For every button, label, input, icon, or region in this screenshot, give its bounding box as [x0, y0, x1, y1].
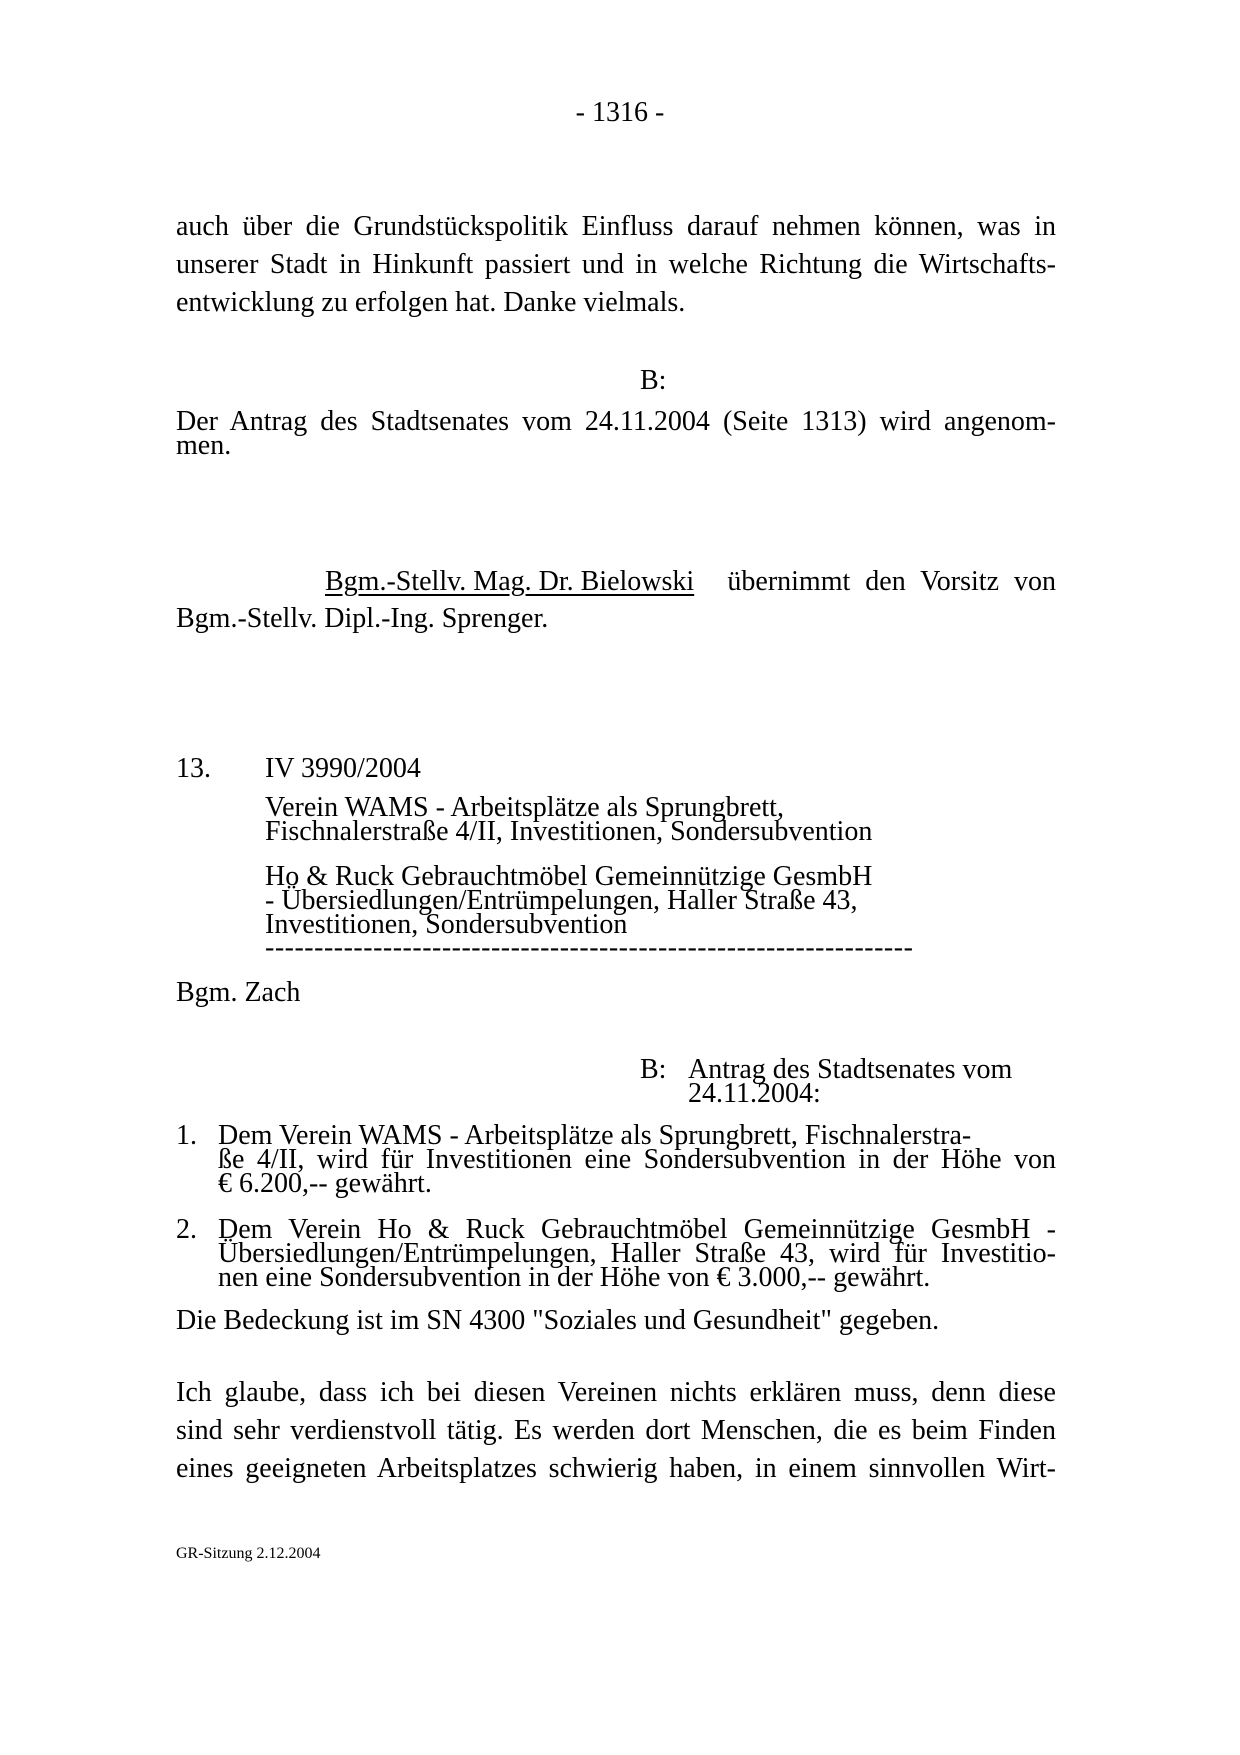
item-file-number: IV 3990/2004 [265, 753, 421, 784]
page-number: - 1316 - [575, 97, 665, 128]
intro-line-3: entwicklung zu erfolgen hat. Danke vielmals. [176, 287, 686, 318]
item-subject-2-line-1: Ho & Ruck Gebrauchtmöbel Gemeinnützige GesmbH [265, 861, 873, 892]
decision2-point-1-line-1: Dem Verein WAMS - Arbeitsplätze als Sprungbrett, Fischnalerstra- [218, 1120, 972, 1151]
chair-person-name: Bgm.-Stellv. Mag. Dr. Bielowski [325, 566, 695, 597]
footer-session-info: GR-Sitzung 2.12.2004 [176, 1545, 321, 1562]
item-number: 13. [176, 753, 211, 784]
intro-line-2: unserer Stadt in Hinkunft passiert und in welche Richtung die Wirtschafts- [176, 249, 1056, 280]
decision-text-line-2: men. [176, 430, 232, 461]
closing-line-2: sind sehr verdienstvoll tätig. Es werden dort Menschen, die es beim Finden [176, 1415, 1056, 1446]
item-separator: ------------------------------------------------------------------ [265, 932, 914, 963]
decision2-heading-line-2: 24.11.2004: [688, 1078, 821, 1109]
chair-change-line-2: Bgm.-Stellv. Dipl.-Ing. Sprenger. [176, 603, 549, 634]
chair-change-line-1 [325, 563, 1056, 601]
item-reporter: Bgm. Zach [176, 977, 301, 1008]
decision2-point-1-line-3: € 6.200,-- gewährt. [218, 1168, 432, 1199]
item-subject-2-line-3: Investitionen, Sondersubvention [265, 909, 628, 940]
chair-change-text: übernimmt den Vorsitz von [727, 566, 1056, 597]
item-subject-2-line-2: - Übersiedlungen/Entrümpelungen, Haller Straße 43, [265, 885, 858, 916]
decision-label: B: [640, 365, 667, 396]
decision2-label: B: [640, 1054, 667, 1085]
decision2-heading-line-1: Antrag des Stadtsenates vom [688, 1054, 1013, 1085]
decision2-point-2-number: 2. [176, 1214, 197, 1245]
closing-line-1: Ich glaube, dass ich bei diesen Vereinen nichts erklären muss, denn diese [176, 1377, 1056, 1408]
intro-line-1: auch über die Grundstückspolitik Einfluss darauf nehmen können, was in [176, 211, 1056, 242]
decision2-coverage: Die Bedeckung ist im SN 4300 "Soziales und Gesundheit" gegeben. [176, 1305, 940, 1336]
decision2-point-1-line-2: ße 4/II, wird für Investitionen eine Sondersubvention in der Höhe von [218, 1144, 1056, 1175]
decision2-point-2-line-1: Dem Verein Ho & Ruck Gebrauchtmöbel Gemeinnützige GesmbH - [218, 1214, 1056, 1245]
item-subject-1-line-1: Verein WAMS - Arbeitsplätze als Sprungbrett, [265, 792, 784, 823]
decision2-point-2-line-2: Übersiedlungen/Entrümpelungen, Haller Straße 43, wird für Investitio- [218, 1238, 1056, 1269]
decision2-point-2-line-3: nen eine Sondersubvention in der Höhe von € 3.000,-- gewährt. [218, 1262, 931, 1293]
decision-text-line-1: Der Antrag des Stadtsenates vom 24.11.2004 (Seite 1313) wird angenom- [176, 406, 1056, 437]
item-subject-1-line-2: Fischnalerstraße 4/II, Investitionen, Sondersubvention [265, 816, 873, 847]
closing-line-3: eines geeigneten Arbeitsplatzes schwierig haben, in einem sinnvollen Wirt- [176, 1453, 1056, 1484]
decision2-point-1-number: 1. [176, 1120, 197, 1151]
